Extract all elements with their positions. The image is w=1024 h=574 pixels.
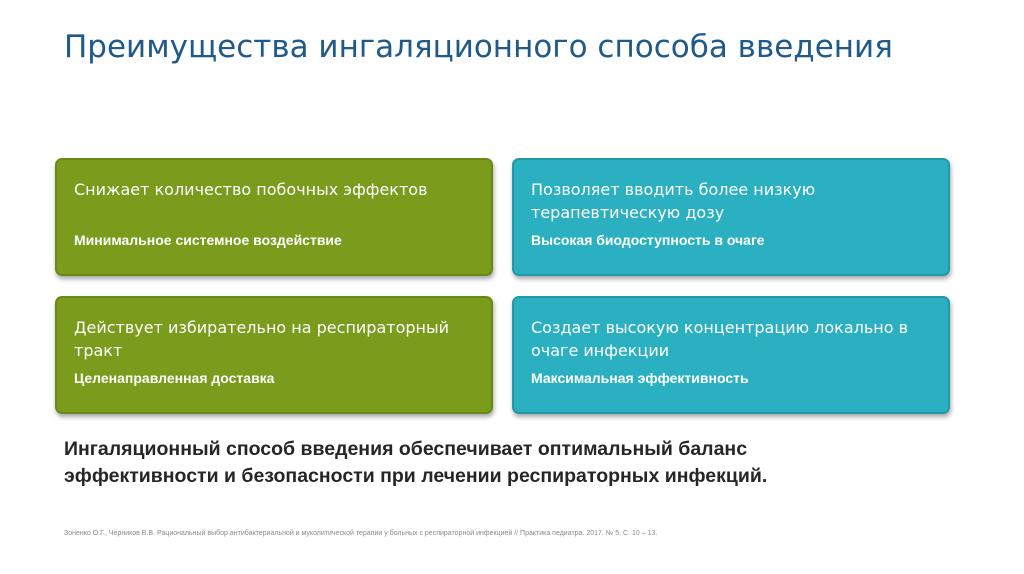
card-heading: Действует избирательно на респираторный тракт [74, 318, 450, 360]
benefit-card-selective-action [55, 296, 493, 414]
benefit-card-side-effects [55, 158, 493, 276]
card-subtitle: Максимальная эффективность [531, 370, 749, 386]
card-subtitle: Высокая биодоступность в очаге [531, 232, 765, 248]
card-heading: Создает высокую концентрацию локально в очаге инфекции [531, 318, 909, 360]
benefit-card-lower-dose [512, 158, 950, 276]
card-subtitle: Минимальное системное воздействие [74, 232, 342, 248]
source-footnote: Зоненко О.Г., Черников В.В. Рациональный выбор антибактериальной и муколитической терапии у больных с респираторной инфекцией // Практика педиатра. 2017. № 5. С. 10 – 13. [64, 530, 658, 537]
card-subtitle: Целенаправленная доставка [74, 370, 275, 386]
slide-title: Преимущества ингаляционного способа введения [64, 29, 893, 65]
benefit-card-high-concentration [512, 296, 950, 414]
card-heading: Снижает количество побочных эффектов [74, 180, 428, 199]
card-heading: Позволяет вводить более низкую терапевтическую дозу [531, 180, 816, 222]
summary-statement: Ингаляционный способ введения обеспечивает оптимальный баланс эффективности и безопасности при лечении респираторных инфекций. [64, 438, 768, 487]
